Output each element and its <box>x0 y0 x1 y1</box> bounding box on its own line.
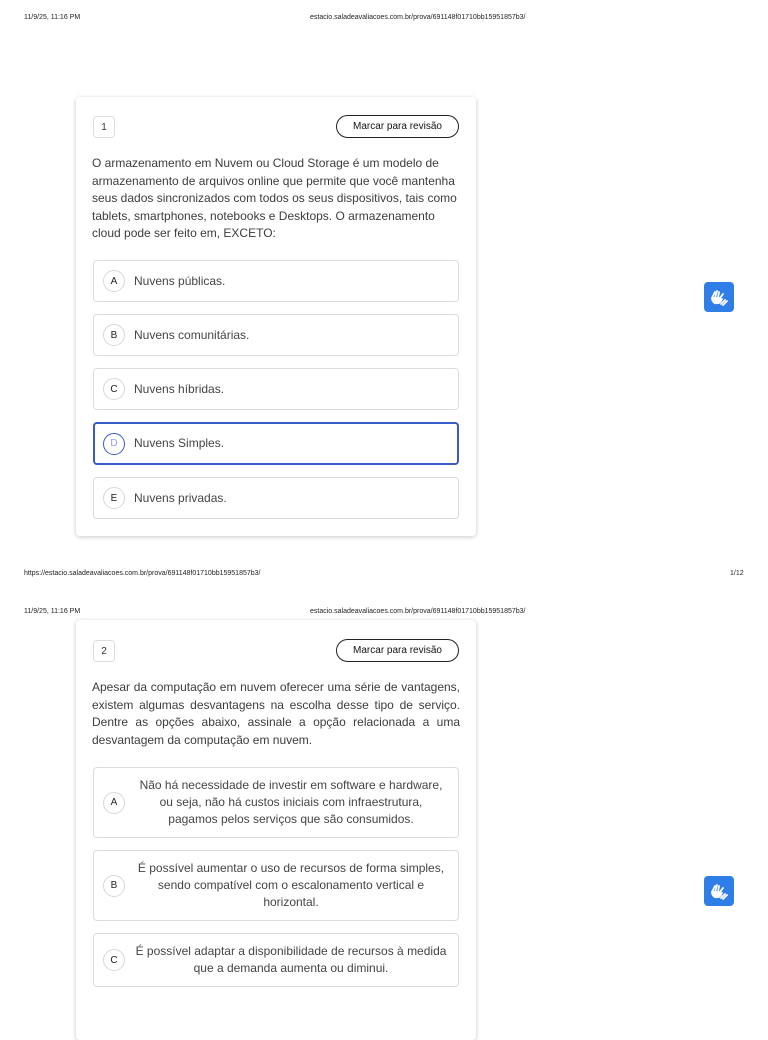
option-letter: A <box>103 270 125 292</box>
option-text: Nuvens híbridas. <box>134 381 225 396</box>
print-datetime: 11/9/25, 11:16 PM <box>24 608 81 615</box>
option-letter: B <box>103 324 125 346</box>
sign-language-hands-icon[interactable] <box>704 282 734 312</box>
option-text: É possível aumentar o uso de recursos de forma simples, sendo compatível com o escalonamento vertical e horizontal. <box>137 860 445 910</box>
option-a[interactable] <box>93 767 459 838</box>
option-b[interactable] <box>93 314 459 356</box>
option-a[interactable] <box>93 260 459 302</box>
option-text: Nuvens Simples. <box>134 436 225 450</box>
print-url: estacio.saladeavaliacoes.com.br/prova/691148f01710bb15951857b3/ <box>310 14 526 21</box>
option-e[interactable] <box>93 477 459 519</box>
option-text: Não há necessidade de investir em software e hardware, ou seja, não há custos iniciais com infraestrutura, pagamos pelos serviços que são consumidos. <box>139 777 443 827</box>
option-b[interactable] <box>93 850 459 921</box>
sign-language-hands-icon[interactable] <box>704 876 734 906</box>
question-number: 1 <box>93 116 115 138</box>
option-letter: C <box>103 378 125 400</box>
question-card-2 <box>76 620 476 1040</box>
question-text: O armazenamento em Nuvem ou Cloud Storage é um modelo de armazenamento de arquivos online que permite que você mantenha seus dados sincronizados com todos os seus dispositivos, tais como tablets, smartphones, notebooks e Desktops. O armazenamento cloud pode ser feito em, EXCETO: <box>92 156 457 241</box>
option-letter: C <box>103 949 125 971</box>
option-letter: A <box>103 792 125 814</box>
print-url: estacio.saladeavaliacoes.com.br/prova/691148f01710bb15951857b3/ <box>310 608 526 615</box>
option-letter: B <box>103 875 125 897</box>
question-card-1 <box>76 97 476 536</box>
option-letter: E <box>103 487 125 509</box>
option-text: Nuvens públicas. <box>134 273 226 288</box>
mark-for-review-button[interactable]: Marcar para revisão <box>336 115 459 138</box>
print-page-number: 1/12 <box>730 570 744 577</box>
option-letter: D <box>103 433 125 455</box>
option-c[interactable] <box>93 368 459 410</box>
option-d-selected[interactable] <box>93 422 459 465</box>
option-text: Nuvens comunitárias. <box>134 327 250 342</box>
option-c[interactable] <box>93 933 459 987</box>
question-number: 2 <box>93 640 115 662</box>
question-text: Apesar da computação em nuvem oferecer uma série de vantagens, existem algumas desvantagens na escolha desse tipo de serviço. Dentre as opções abaixo, assinale a opção relacionada a uma desvantagem da computação em nuvem. <box>92 680 460 747</box>
mark-for-review-button[interactable]: Marcar para revisão <box>336 639 459 662</box>
print-datetime: 11/9/25, 11:16 PM <box>24 14 81 21</box>
print-footer-url: https://estacio.saladeavaliacoes.com.br/prova/691148f01710bb15951857b3/ <box>24 570 261 577</box>
option-text: É possível adaptar a disponibilidade de recursos à medida que a demanda aumenta ou diminui. <box>135 943 447 975</box>
option-text: Nuvens privadas. <box>134 490 227 505</box>
